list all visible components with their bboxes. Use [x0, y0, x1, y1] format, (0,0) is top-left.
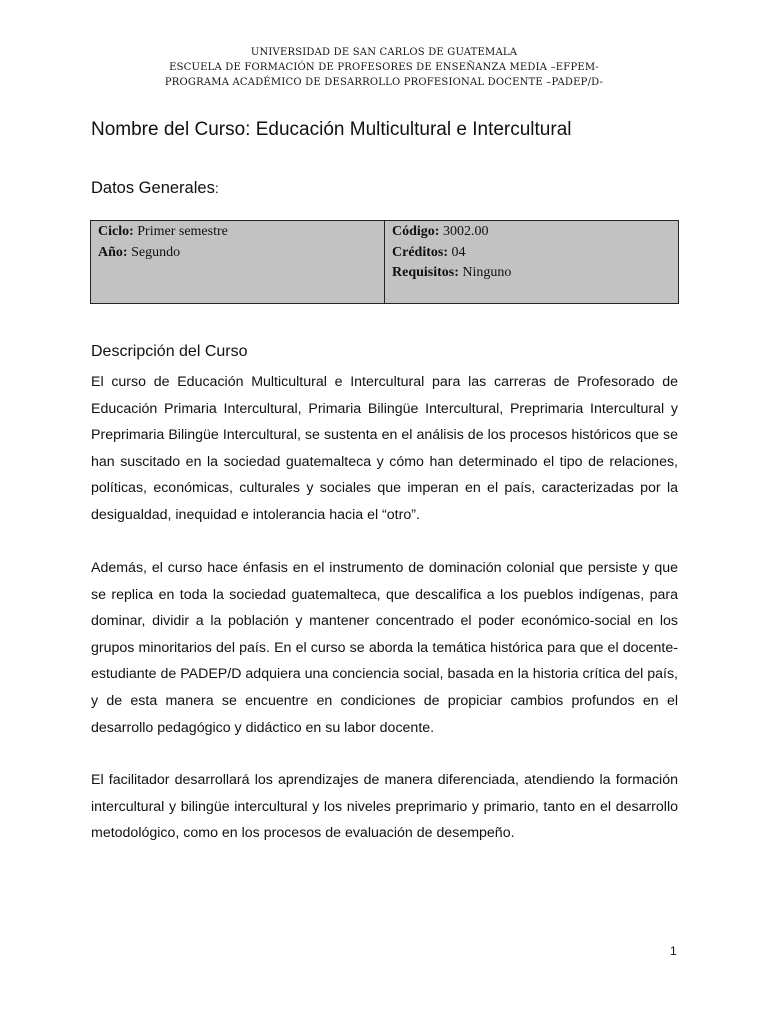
general-data-title-text: Datos Generales — [91, 179, 215, 197]
description-paragraph: Además, el curso hace énfasis en el instrumento de dominación colonial que persiste y que se replica en toda la sociedad guatemalteca, que descalifica a los pueblos indígenas, para dominar, dividir a la población y mantener concentrado el poder económico-social en los grupos minoritarios del país. En el curso se aborda la temática histórica para que el docente-estudiante de PADEP/D adquiera una conciencia social, basada en la historia crítica del país, y de esta manera se encuentre en condiciones de propiciar cambios profundos en el desarrollo pedagógico y didáctico en su labor docente. — [91, 560, 678, 736]
requisitos-label: Requisitos: — [392, 265, 459, 280]
general-data-table — [90, 220, 679, 304]
creditos-label: Créditos: — [392, 244, 448, 260]
page-number: 1 — [670, 944, 677, 958]
codigo-field — [392, 222, 672, 243]
description-paragraph: El curso de Educación Multicultural e Intercultural para las carreras de Profesorado de Educación Primaria Intercultural, Primaria Bilingüe Intercultural, Preprimaria Intercultural y Preprimaria Bilingüe Intercultural, se sustenta en el análisis de los procesos históricos que se han suscitado en la sociedad guatemalteca y cómo han determinado el tipo de relaciones, políticas, económicas, culturales y sociales que imperan en el país, caracterizadas por la desigualdad, inequidad e intolerancia hacia el “otro”. — [91, 374, 678, 523]
anio-value: Segundo — [131, 244, 181, 260]
creditos-field — [392, 243, 672, 264]
general-data-row — [91, 221, 679, 304]
creditos-value: 04 — [451, 244, 466, 260]
ciclo-value: Primer semestre — [137, 224, 228, 239]
course-title: Nombre del Curso: Educación Multicultural e Intercultural — [91, 119, 572, 140]
anio-label: Año: — [98, 244, 128, 260]
ciclo-label: Ciclo: — [98, 224, 134, 239]
header-school: ESCUELA DE FORMACIÓN DE PROFESORES DE ENSEÑANZA MEDIA –EFPEM- — [169, 62, 599, 73]
document-header — [0, 45, 768, 90]
codigo-value: 3002.00 — [442, 224, 489, 239]
requisitos-value: Ninguno — [462, 265, 512, 280]
ciclo-field — [98, 222, 378, 243]
description-paragraph: El facilitador desarrollará los aprendizajes de manera diferenciada, atendiendo la formación intercultural y bilingüe intercultural y los niveles preprimario y primario, tanto en el desarrollo metodológico, como en los procesos de evaluación de desempeño. — [91, 772, 678, 842]
general-data-title-colon: : — [214, 180, 219, 196]
header-university: UNIVERSIDAD DE SAN CARLOS DE GUATEMALA — [250, 47, 518, 58]
header-program: PROGRAMA ACADÉMICO DE DESARROLLO PROFESIONAL DOCENTE –PADEP/D- — [164, 77, 604, 88]
description-title: Descripción del Curso — [91, 343, 248, 360]
general-data-left-cell — [91, 221, 385, 304]
anio-field — [98, 243, 378, 264]
general-data-right-cell — [385, 221, 679, 304]
general-data-title — [91, 179, 219, 198]
codigo-label: Código: — [392, 224, 440, 239]
requisitos-field — [392, 263, 672, 284]
